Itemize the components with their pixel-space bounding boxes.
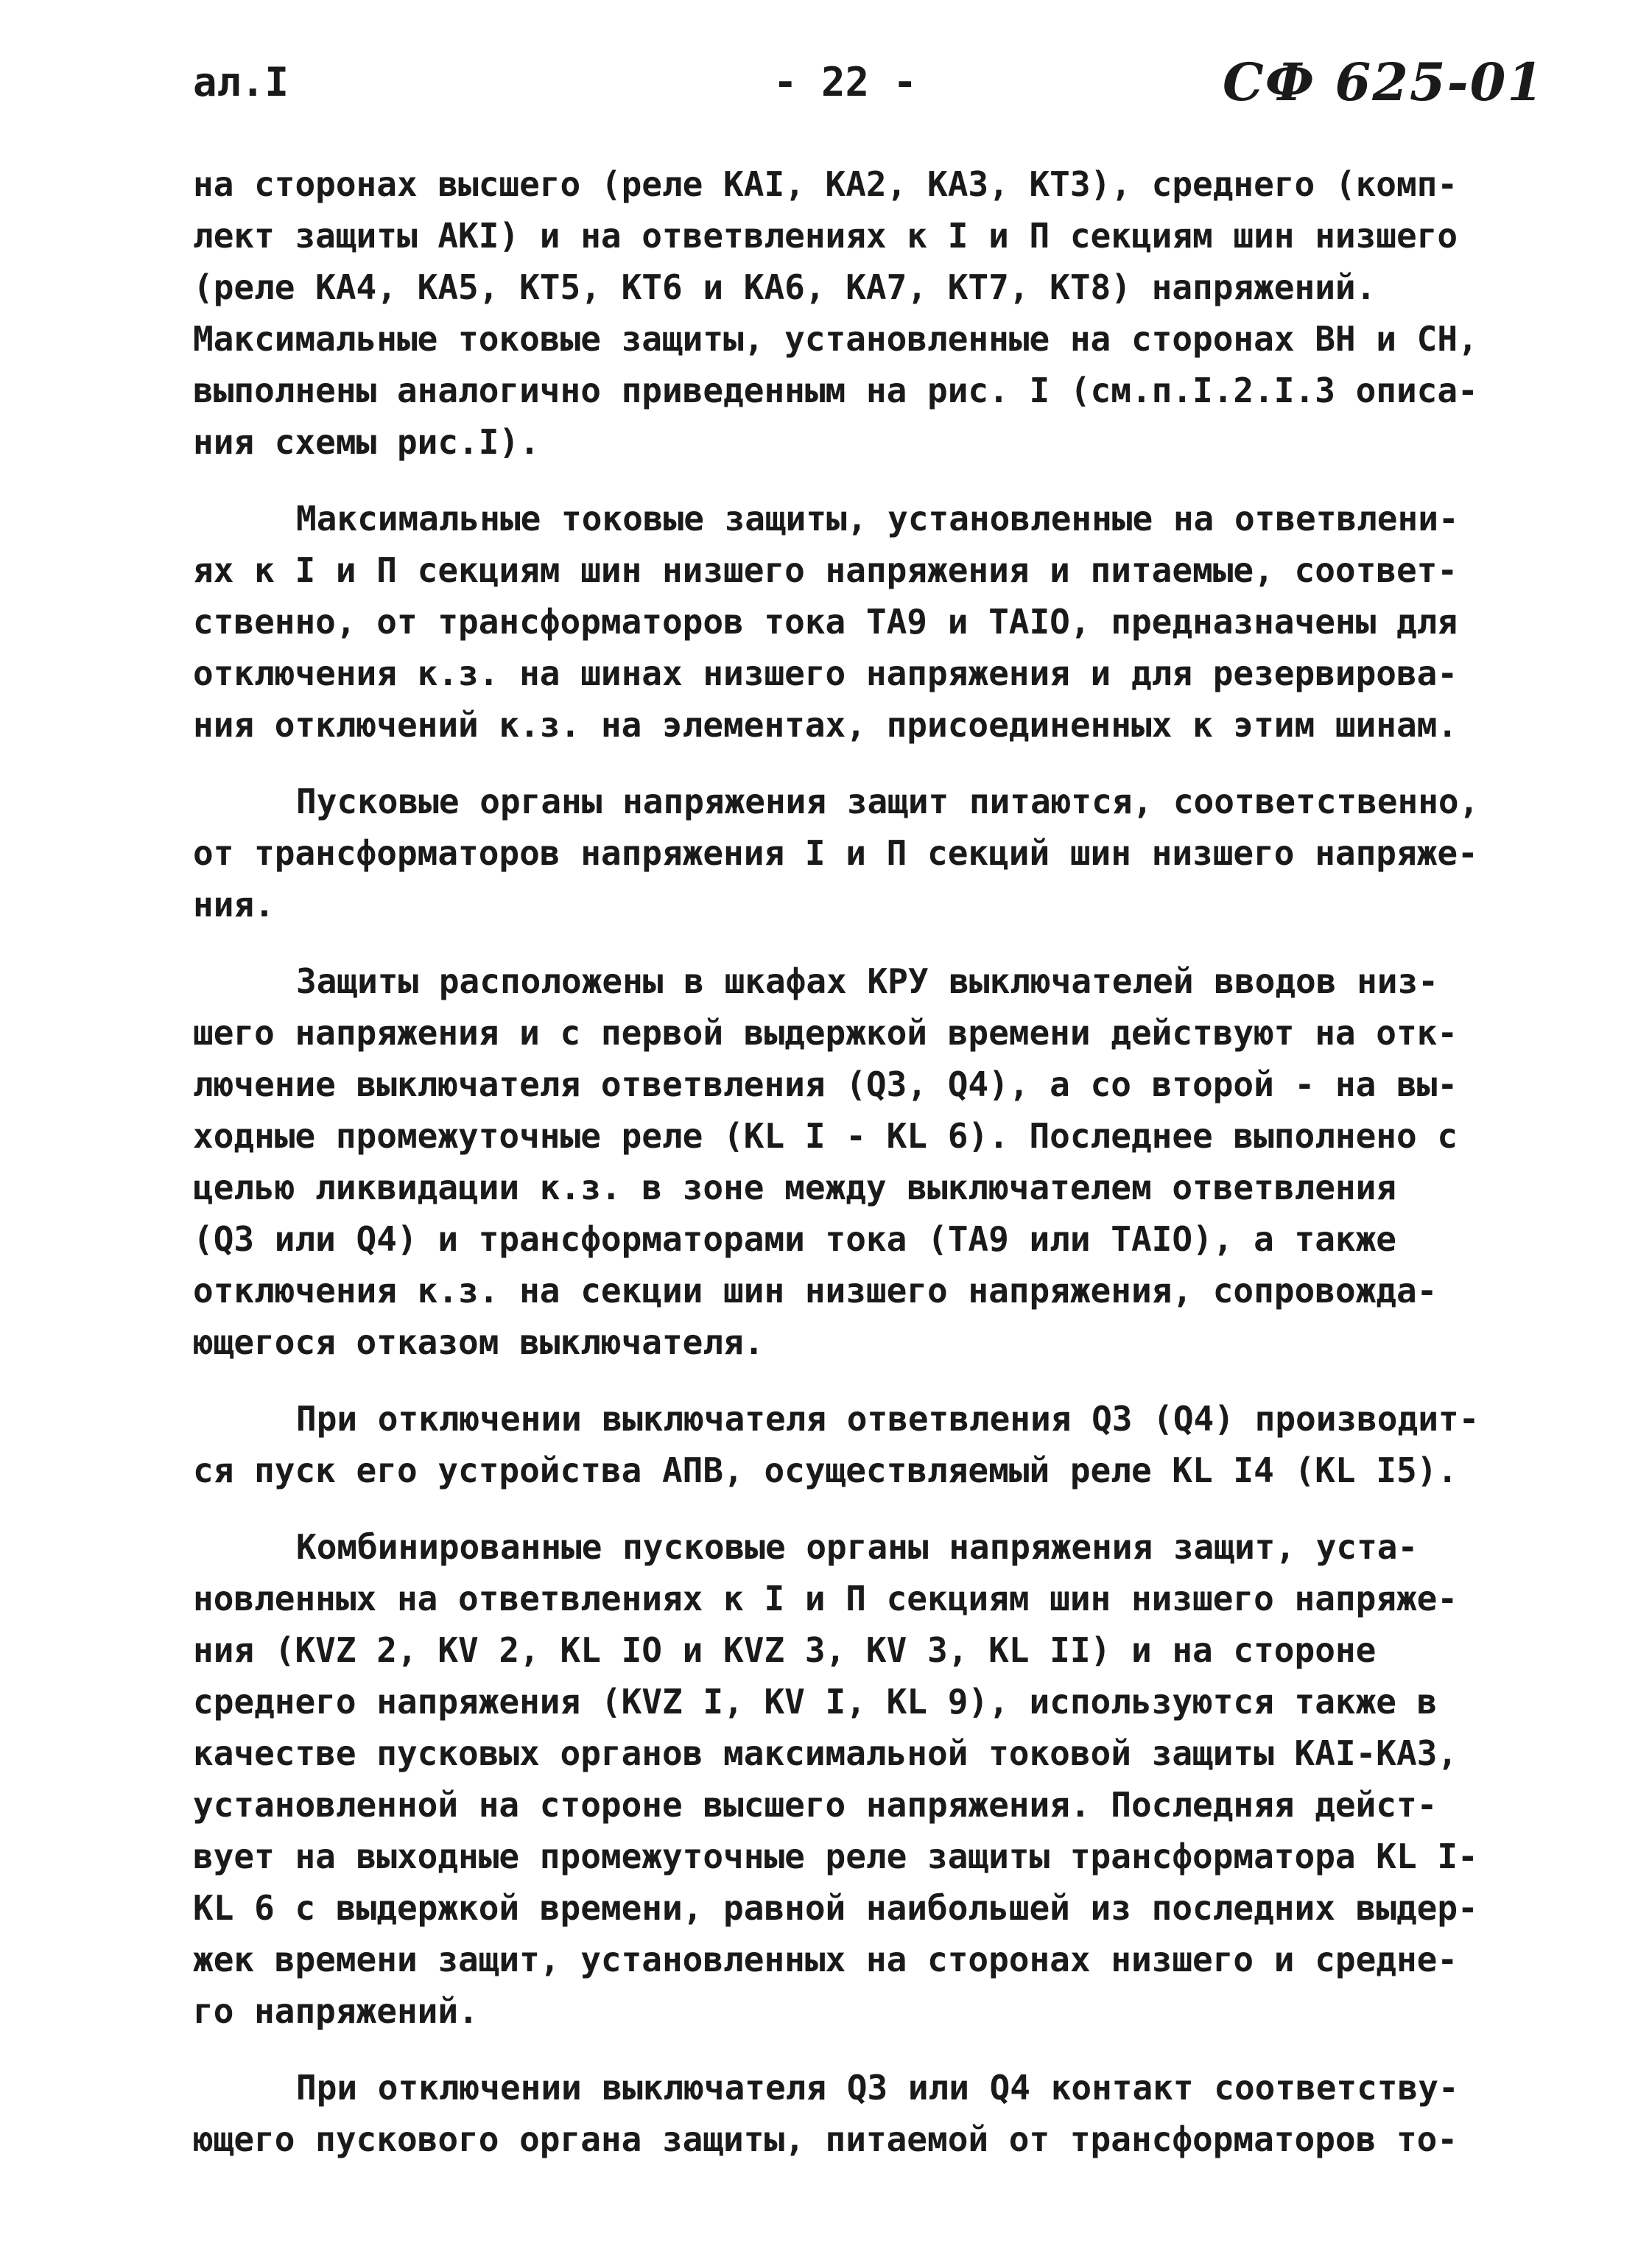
text-line: установленной на стороне высшего напряжения. Последняя дейст- xyxy=(193,1785,1438,1825)
text-line: Комбинированные пусковые органы напряжения защит, уста- xyxy=(296,1527,1419,1567)
text-line: лект защиты АКI) и на ответвлениях к I и П секциям шин низшего xyxy=(193,216,1458,256)
text-line: ния схемы рис.I). xyxy=(193,422,540,462)
text-line: Максимальные токовые защиты, установленные на ответвлени- xyxy=(296,499,1459,538)
text-line: ях к I и П секциям шин низшего напряжения и питаемые, соответ- xyxy=(193,550,1458,590)
page-header xyxy=(0,52,1652,125)
text-line: качестве пусковых органов максимальной токовой защиты КАI-КА3, xyxy=(193,1733,1458,1773)
document-body xyxy=(193,158,1511,2165)
paragraph xyxy=(193,158,1511,468)
paragraph xyxy=(193,776,1511,930)
text-line: ственно, от трансформаторов тока ТА9 и ТАIО, предназначены для xyxy=(193,602,1458,642)
paragraph xyxy=(193,1521,1511,2037)
paragraph xyxy=(193,2062,1511,2165)
text-line: новленных на ответвлениях к I и П секциям шин низшего напряже- xyxy=(193,1579,1458,1618)
text-line: отключения к.з. на секции шин низшего напряжения, сопровожда- xyxy=(193,1271,1438,1311)
text-line: (реле КА4, КА5, КТ5, КТ6 и КА6, КА7, КТ7, КТ8) напряжений. xyxy=(193,267,1377,307)
text-line: среднего напряжения (KVZ I, KV I, KL 9), используются также в xyxy=(193,1682,1438,1722)
document-code: СФ 625-01 xyxy=(1223,52,1545,113)
text-line: на сторонах высшего (реле КАI, КА2, КА3, КТ3), среднего (комп- xyxy=(193,164,1458,204)
text-line: KL 6 с выдержкой времени, равной наибольшей из последних выдер- xyxy=(193,1888,1478,1928)
page-number: - 22 - xyxy=(773,59,918,105)
paragraph xyxy=(193,1393,1511,1496)
text-line: При отключении выключателя Q3 или Q4 контакт соответству- xyxy=(296,2068,1459,2108)
sheet-label: ал.I xyxy=(193,59,289,105)
text-line: выполнены аналогично приведенным на рис. I (см.п.I.2.I.3 описа- xyxy=(193,371,1478,410)
text-line: Пусковые органы напряжения защит питаются, соответственно, xyxy=(296,782,1480,821)
text-line: Защиты расположены в шкафах КРУ выключателей вводов низ- xyxy=(296,961,1438,1001)
text-line: го напряжений. xyxy=(193,1991,479,2031)
text-line: лючение выключателя ответвления (Q3, Q4), а со второй - на вы- xyxy=(193,1064,1458,1104)
text-line: (Q3 или Q4) и трансформаторами тока (ТА9 или ТАIО), а также xyxy=(193,1219,1396,1259)
text-line: ющего пускового органа защиты, питаемой от трансформаторов то- xyxy=(193,2119,1458,2159)
text-line: вует на выходные промежуточные реле защиты трансформатора KL I- xyxy=(193,1836,1478,1876)
text-line: отключения к.з. на шинах низшего напряжения и для резервирова- xyxy=(193,653,1458,693)
text-line: ющегося отказом выключателя. xyxy=(193,1322,765,1362)
paragraph xyxy=(193,493,1511,751)
text-line: ния (KVZ 2, KV 2, KL IO и KVZ 3, KV 3, KL II) и на стороне xyxy=(193,1630,1377,1670)
text-line: Максимальные токовые защиты, установленные на сторонах ВН и СН, xyxy=(193,319,1478,359)
text-line: ся пуск его устройства АПВ, осуществляемый реле KL I4 (KL I5). xyxy=(193,1450,1458,1490)
text-line: При отключении выключателя ответвления Q3 (Q4) производит- xyxy=(296,1399,1480,1439)
text-line: от трансформаторов напряжения I и П секций шин низшего напряже- xyxy=(193,833,1478,873)
text-line: ходные промежуточные реле (KL I - KL 6). Последнее выполнено с xyxy=(193,1116,1458,1156)
text-line: ния отключений к.з. на элементах, присоединенных к этим шинам. xyxy=(193,705,1458,745)
paragraph xyxy=(193,955,1511,1368)
text-line: шего напряжения и с первой выдержкой времени действуют на отк- xyxy=(193,1013,1458,1053)
text-line: целью ликвидации к.з. в зоне между выключателем ответвления xyxy=(193,1168,1396,1207)
text-line: жек времени защит, установленных на сторонах низшего и средне- xyxy=(193,1940,1458,1979)
text-line: ния. xyxy=(193,885,275,925)
